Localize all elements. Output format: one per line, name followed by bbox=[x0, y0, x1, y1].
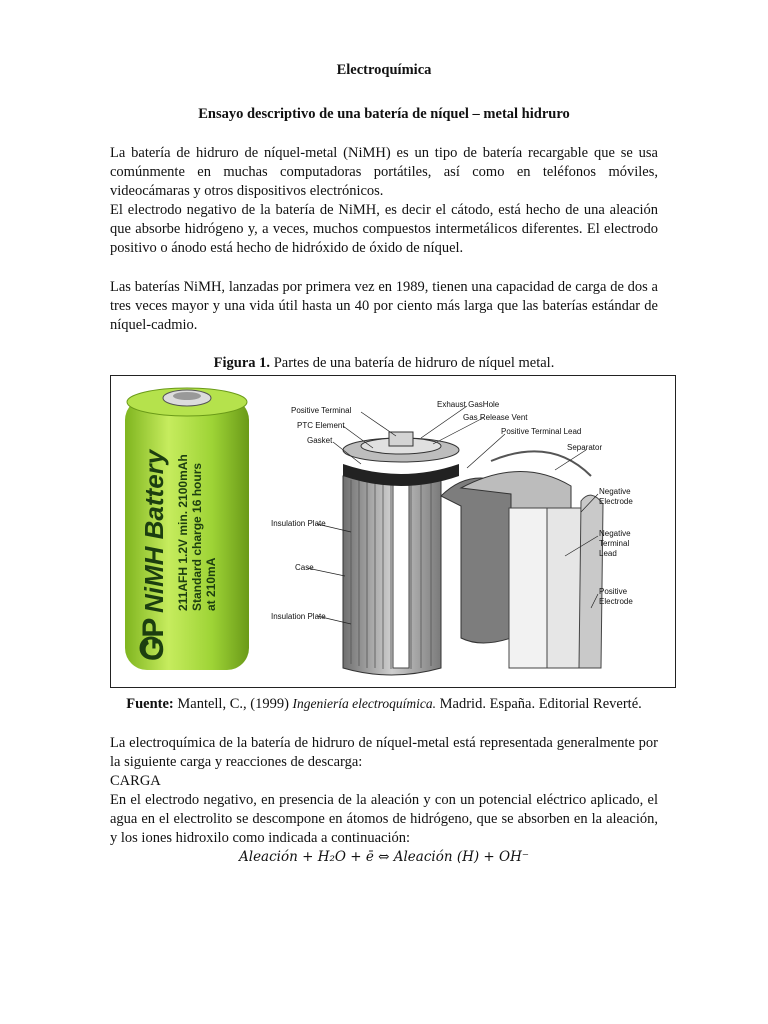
source-rest: Madrid. España. Editorial Reverté. bbox=[436, 696, 642, 712]
battery-model: NiMH Battery bbox=[139, 449, 169, 613]
document-subtitle: Ensayo descriptivo de una batería de níquel – metal hidruro bbox=[198, 106, 570, 122]
label-negative-electrode-2: Electrode bbox=[599, 497, 633, 506]
label-positive-electrode-2: Electrode bbox=[599, 597, 633, 606]
source-text: Mantell, C., (1999) bbox=[173, 696, 293, 712]
battery-figure bbox=[110, 375, 676, 688]
label-gas-release-vent: Gas Release Vent bbox=[463, 413, 528, 422]
label-case: Case bbox=[295, 563, 314, 572]
label-negative-terminal-lead-2: Terminal bbox=[599, 539, 630, 548]
section-heading-carga: CARGA bbox=[110, 773, 161, 789]
equation-charge: Aleación + H₂O + ē ⇔ Aleación (H) + OH⁻ bbox=[239, 849, 529, 865]
paragraph-negative-electrode: En el electrodo negativo, en presencia de la aleación y con un potencial eléctrico aplicado, el agua en el electrolito se descompone en átomos de hidrógeno, que se absorben en la aleación, y los iones hidroxilo como indicada a continuación: bbox=[110, 792, 658, 846]
label-exhaust-gas-hole: Exhaust GasHole bbox=[437, 400, 500, 409]
battery-spec-1: 211AFH 1.2V min. 2100mAh bbox=[176, 454, 190, 611]
nimh-battery-photo bbox=[125, 388, 249, 670]
battery-cutaway-diagram bbox=[343, 432, 603, 675]
paragraph-electrodes: El electrodo negativo de la batería de NiMH, es decir el cátodo, está hecho de una aleación que absorbe hidrógeno y, a veces, muchos compuestos intermetálicos diferentes. El electrodo positivo o ánodo está hecho de hidróxido de óxido de níquel. bbox=[110, 202, 658, 256]
figure-source bbox=[0, 696, 768, 713]
figure-caption bbox=[0, 355, 768, 372]
label-negative-terminal-lead-1: Negative bbox=[599, 529, 631, 538]
label-gasket: Gasket bbox=[307, 436, 333, 445]
battery-spec-2: Standard charge 16 hours bbox=[190, 462, 204, 611]
label-insulation-plate-bottom: Insulation Plate bbox=[271, 612, 326, 621]
paragraph-history: Las baterías NiMH, lanzadas por primera vez en 1989, tienen una capacidad de carga de dos a tres veces mayor y una vida útil hasta un 40 por ciento más larga que las baterías estándar de níquel-cadmio. bbox=[110, 279, 658, 333]
label-negative-terminal-lead-3: Lead bbox=[599, 549, 617, 558]
label-positive-terminal-lead: Positive Terminal Lead bbox=[501, 427, 582, 436]
battery-brand: GP bbox=[137, 617, 170, 661]
label-separator: Separator bbox=[567, 443, 603, 452]
battery-illustration bbox=[111, 376, 675, 687]
source-book: Ingeniería electroquímica. bbox=[292, 696, 437, 711]
figure-caption-label: Figura 1. bbox=[213, 355, 271, 371]
label-ptc-element: PTC Element bbox=[297, 421, 345, 430]
label-positive-electrode-1: Positive bbox=[599, 587, 628, 596]
battery-spec-3: at 210mA bbox=[204, 557, 218, 611]
label-negative-electrode-1: Negative bbox=[599, 487, 631, 496]
document-title: Electroquímica bbox=[336, 62, 432, 78]
label-insulation-plate-top: Insulation Plate bbox=[271, 519, 326, 528]
label-positive-terminal: Positive Terminal bbox=[291, 406, 352, 415]
source-label: Fuente: bbox=[126, 696, 174, 712]
figure-caption-text: Partes de una batería de hidruro de níquel metal. bbox=[270, 355, 555, 371]
paragraph-reactions: La electroquímica de la batería de hidruro de níquel-metal está representada generalmente por la siguiente carga y reacciones de descarga: bbox=[110, 735, 658, 770]
paragraph-intro: La batería de hidruro de níquel-metal (NiMH) es un tipo de batería recargable que se usa comúnmente en muchas computadoras portátiles, así como en teléfonos móviles, videocámaras y otros dispositivos electrónicos. bbox=[110, 145, 658, 199]
